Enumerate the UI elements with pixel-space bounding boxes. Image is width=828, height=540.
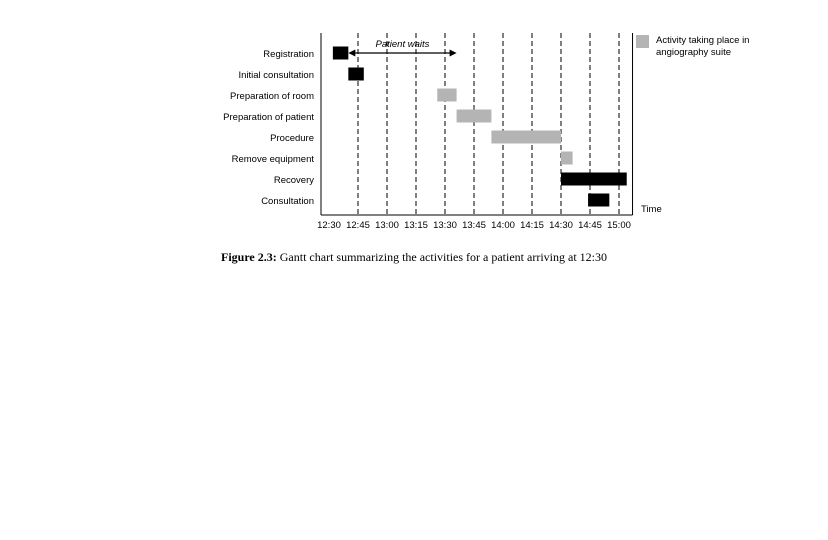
time-gridlines: [321, 33, 633, 215]
task-bar: [457, 110, 492, 123]
arrowhead-left: [348, 50, 355, 57]
task-label: Procedure: [270, 133, 314, 144]
task-bar: [491, 131, 561, 144]
x-tick-label: 14:45: [578, 220, 602, 231]
task-bar: [437, 89, 456, 102]
x-tick-label: 13:45: [462, 220, 486, 231]
legend-swatch: [636, 35, 649, 48]
task-bars: [333, 47, 627, 207]
patient-waits-annotation: [348, 39, 456, 57]
task-bar: [348, 68, 363, 81]
x-tick-label: 12:30: [317, 220, 341, 231]
task-label: Remove equipment: [231, 154, 314, 165]
x-tick-label: 12:45: [346, 220, 370, 231]
task-bar: [333, 47, 348, 60]
arrowhead-right: [450, 50, 457, 57]
caption-label: Figure 2.3:: [220, 250, 277, 264]
x-tick-label: 14:00: [491, 220, 515, 231]
time-tick-labels: [317, 220, 631, 231]
task-bar: [588, 194, 609, 207]
figure-caption: [0, 250, 828, 265]
x-tick-label: 15:00: [607, 220, 631, 231]
task-labels: [223, 49, 314, 207]
patient-waits-label: Patient waits: [375, 39, 430, 50]
task-label: Preparation of room: [230, 91, 314, 102]
legend-label-line1: Activity taking place in: [656, 35, 750, 46]
x-axis-label: Time: [641, 204, 662, 215]
gantt-chart: [0, 0, 828, 245]
legend-label-line2: angiography suite: [656, 47, 731, 58]
legend: [636, 35, 749, 58]
task-label: Preparation of patient: [223, 112, 314, 123]
task-bar: [561, 173, 627, 186]
x-tick-label: 13:30: [433, 220, 457, 231]
x-tick-label: 13:00: [375, 220, 399, 231]
task-bar: [561, 152, 573, 165]
caption-text: Gantt chart summarizing the activities for a patient arriving at 12:30: [279, 250, 607, 264]
x-tick-label: 14:15: [520, 220, 544, 231]
task-label: Registration: [263, 49, 314, 60]
x-tick-label: 13:15: [404, 220, 428, 231]
task-label: Initial consultation: [238, 70, 314, 81]
x-tick-label: 14:30: [549, 220, 573, 231]
task-label: Consultation: [261, 196, 314, 207]
task-label: Recovery: [273, 175, 314, 186]
